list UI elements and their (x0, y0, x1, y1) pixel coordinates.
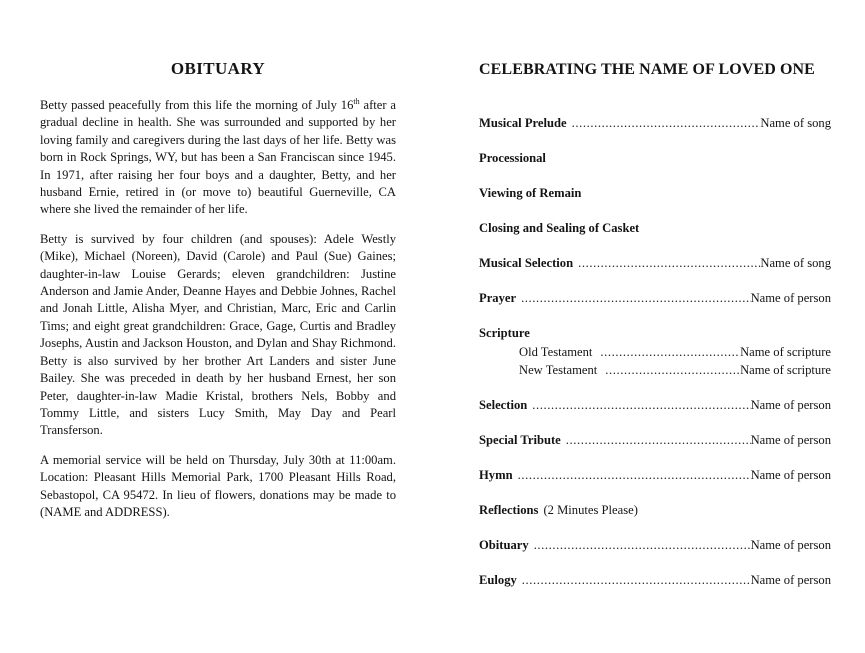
service-item-eulogy (479, 572, 831, 589)
service-item-label: Selection (479, 398, 528, 412)
dotted-leader (566, 432, 751, 449)
service-item-label: Old Testament (519, 345, 593, 359)
dotted-leader (600, 344, 740, 361)
obituary-title: OBITUARY (170, 59, 266, 78)
service-item-value: Name of person (750, 538, 831, 552)
service-item-label: Special Tribute (479, 433, 561, 447)
service-item-scripture (479, 325, 831, 342)
service-item-prayer (479, 290, 831, 307)
service-item-reflections (479, 502, 831, 519)
service-item-value: Name of person (750, 468, 831, 482)
service-item-processional (479, 150, 831, 167)
service-item-obituary (479, 537, 831, 554)
service-item-label: Processional (479, 151, 546, 165)
service-item-value: Name of scripture (740, 363, 831, 377)
dotted-leader (522, 572, 751, 589)
obituary-paragraph-1-continued: after a gradual decline in health. She was surrounded and supported by her loving family and caregivers during the last days of her life. Betty was born in Rock Springs, WY, but has been a San Franciscan since 1945. In 1971, after raising her four boys and a daughter, Betty, and her husband Ernie, retired in (or move to) beautiful Guerneville, CA where she lived the remainder of her life. (40, 98, 396, 217)
service-item-hymn (479, 467, 831, 484)
service-item-label: Prayer (479, 291, 517, 305)
service-item-value: Name of person (750, 291, 831, 305)
service-item-label: Reflections (479, 503, 539, 517)
service-item-value: Name of person (750, 573, 831, 587)
service-item-label: Musical Selection (479, 256, 574, 270)
service-item-musical-selection (479, 255, 831, 272)
order-of-service-page (479, 60, 831, 607)
dotted-leader (518, 467, 751, 484)
service-item-value: Name of song (760, 116, 831, 130)
service-item-value: Name of song (760, 256, 831, 270)
obituary-paragraph-3: A memorial service will be held on Thursday, July 30th at 11:00am. Location: Pleasant Hills Memorial Park, 1700 Pleasant Hills Road, Sebastopol, CA 95472. In lieu of flowers, donations may be made to (NAME and ADDRESS). (40, 452, 396, 519)
dotted-leader (578, 255, 760, 272)
service-item-closing-and-sealing-of-casket (479, 220, 831, 237)
obituary-page (40, 58, 396, 533)
service-item-note: (2 Minutes Please) (543, 503, 638, 517)
dotted-leader (521, 290, 751, 307)
dotted-leader (534, 537, 751, 554)
service-item-label: Closing and Sealing of Casket (479, 221, 640, 235)
service-item-label: Obituary (479, 538, 529, 552)
obituary-paragraph-1-text: Betty passed peacefully from this life the morning of July 16 (40, 98, 354, 112)
service-item-new-testament (519, 362, 831, 379)
obituary-paragraph-2: Betty is survived by four children (and spouses): Adele Westly (Mike), Michael (Noreen), David (Carole) and Paul (Sue) Gaines; daughter-in-law Louise Gerards; eleven grandchildren: Justine Anderson and Jamie Ander, Deanne Hayes and Debbie Johnes, Rachel and Jonah Little, Alisha Myer, and Christian, Marc, Eric and Carlin Tims; and eight great grandchildren: Grace, Gage, Curtis and Bradley Josephs, Austin and Jackson Houston, and Dylan and Shay Richmond. Betty is also survived by her brother Art Landers and sister June Bailey. She was preceded in death by her husband Ernest, her son Peter, daughter-in-law Madie Kristal, brothers Nels, Bobby and Tommy Little, and sisters Lucy Smith, May Day and Pearl Transferson. (40, 231, 396, 438)
service-item-label: Musical Prelude (479, 116, 567, 130)
service-item-viewing-of-remain (479, 185, 831, 202)
service-item-label: New Testament (519, 363, 598, 377)
service-item-label: Viewing of Remain (479, 186, 582, 200)
dotted-leader (605, 362, 740, 379)
service-item-value: Name of scripture (740, 345, 831, 359)
ordinal-superscript: th (353, 96, 360, 106)
dotted-leader (572, 115, 761, 132)
order-of-service-title: CELEBRATING THE NAME OF LOVED ONE (479, 61, 815, 78)
service-item-label: Scripture (479, 326, 530, 340)
service-item-value: Name of person (750, 398, 831, 412)
dotted-leader (532, 397, 750, 414)
service-item-musical-prelude (479, 115, 831, 132)
service-item-label: Hymn (479, 468, 513, 482)
service-item-old-testament (519, 344, 831, 361)
service-item-value: Name of person (750, 433, 831, 447)
service-item-special-tribute (479, 432, 831, 449)
obituary-paragraph-1 (40, 97, 396, 219)
service-item-selection (479, 397, 831, 414)
service-item-label: Eulogy (479, 573, 517, 587)
